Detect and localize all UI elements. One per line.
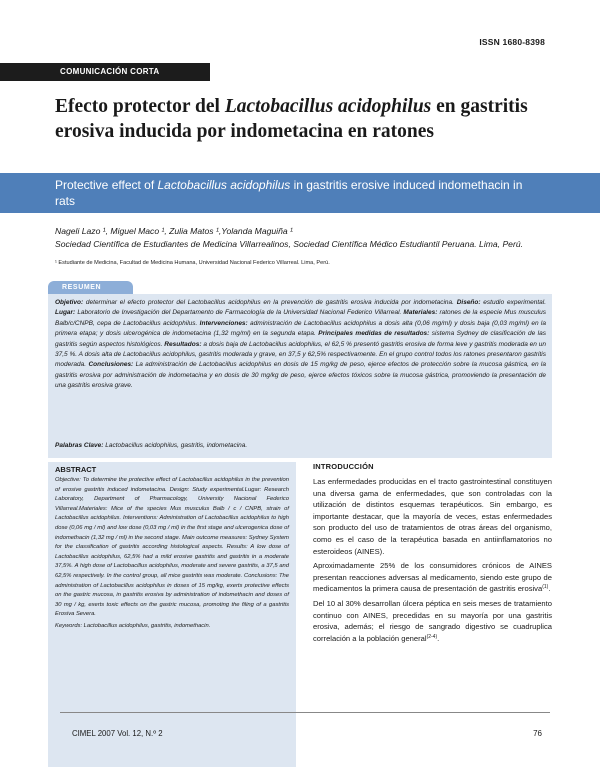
citation: (1)	[542, 584, 549, 591]
abstract-box	[48, 462, 296, 767]
abstract-body: Objective: To determine the protective effect of Lactobacillus acidophilus in the prevention of erosive gastritis induced indometacina. Design: Study experimental.Lugar: Research Laboratory, Department of Pharmacology, University Nacional Federico Villarreal.Materiales: Mice of the species Mus musculus Balb / c / CNPB, strain of Lactobacillus acidophilus. Interventions: Administration of Lactobacillus acidophilus to high dose (0,06 mg / ml) and low dose (0,03 mg / ml) in the first stage and ulcerogenica dose of indomethacin (1,32 mg / ml) in the second stage. Main outcome measures: Sydney System for the classification of gastritis according histological aspects. Results: A low dose of Lactobacillus acidophilus, 62,5% had a mild erosive gastritis and gastritis in a moderate 37,5%. A high dose of Lactobacillus acidophilus, moderate and severe gastritis, a 37,5 and 62,5% respectively. In the control group, all mice gastritis was moderate. Conclusions: The administration of Lactobacillus acidophilus in doses of 15 mg/kg, exerts protective effects on the gastric mucosa, in gastritis erosiva by administration of indomethacin and doses of 30 mg / kg, exerts toxic effects on the gastric mucosa, promoting the filing of a gastritis Erosiva Severa.	[55, 477, 289, 618]
resumen-text: Objetivo: determinar el efecto protector del Lactobacillus acidophilus en la prevención de gastritis erosiva inducida por indometacina. Diseño: estudio experimental. Lugar: Laboratorio de Investigación del Departamento de Farmacología de la Universidad Nacional Federico Villarreal. Materiales: ratones de la especie Mus musculus Balb/c/CNPB, cepa de Lactobacillus acidophilus. Intervenciones: administración de Lactobacillus acidophilus a dosis alta (0,06 mg/ml) y dosis baja (0,03 mg/ml) en la primera etapa; y dosis ulcerogénica de indometacina (1,32 mg/ml) en la segunda etapa. Principales medidas de resultados: sistema Sydney de clasificación de las gastritis según aspectos histológicos. Resultados: a dosis baja de Lactobacillus acidophilus, el 62,5 % presentó gastritis erosiva de forma leve y gastritis moderada en un 37,5 %. A dosis alta de Lactobacillus acidophilus, gastritis moderada y grave, en 37,5 y 62,5% respectivamente. En el grupo control todos los ratones presentaron gastritis moderada. Conclusiones: La administración de Lactobacillus acidophilus en dosis de 15 mg/kg de peso, ejerce efectos de protección sobre la mucosa gástrica, en la gastritis erosiva por administración de indometacina y en dosis de 30 mg/kg de peso, ejerce efectos tóxicos sobre la mucosa gástrica, promoviendo la presentación de una gastritis erosiva grave.	[55, 299, 546, 390]
issn: ISSN 1680-8398	[479, 37, 545, 47]
title-english-band	[0, 173, 600, 213]
affiliation: ¹ Estudiante de Medicina, Facultad de Medicina Humana, Universidad Nacional Federico Villarreal. Lima, Perú.	[55, 260, 330, 266]
intro-paragraph: Las enfermedades producidas en el tracto gastrointestinal constituyen una diversa gama de enfermedades, que son controladas con la utilización de distintos esquemas terapéuticos. Sin embargo, es importante destacar, que la mayoría de veces, estas enfermedades son producto del uso de tratamientos de otras áreas del organismo, como es el caso de la terapéutica basada en antiinflamatorios no esteroideos (AINES).	[313, 477, 552, 556]
citation: (2-4)	[426, 633, 438, 640]
journal-citation: CIMEL 2007 Vol. 12, N.º 2	[72, 729, 163, 738]
abstract-heading: ABSTRACT	[55, 465, 97, 474]
abstract-keywords: Keywords: Lactobacillus acidophilus, gastritis, indomethacin.	[55, 622, 211, 629]
authors	[55, 225, 555, 251]
title-english: Protective effect of Lactobacillus acidophilus in gastritis erosive induced indomethacin in rats	[55, 178, 523, 208]
intro-paragraph: Aproximadamente 25% de los consumidores crónicos de AINES presentan reacciones adversas al medicamento, siendo este grupo de medicamentos la primera causa de presentación de gastritis erosiva$^{(1)}$.	[313, 561, 552, 594]
page-number: 76	[533, 729, 542, 738]
introduction	[313, 462, 552, 647]
resumen-tab	[48, 281, 133, 295]
intro-paragraph: Del 10 al 30% desarrollan úlcera péptica en seis meses de tratamiento continuo con AINES, precedidas en su mayoría por una gastritis erosiva, además; el riesgo de sangrado digestivo se cuadruplica correlación a la población general$^{(2-4)}$.	[313, 598, 552, 643]
intro-heading: INTRODUCCIÓN	[313, 462, 374, 471]
section-bar	[0, 63, 210, 81]
author-names: Nageli Lazo ¹, Miguel Maco ¹, Zulia Matos ¹,Yolanda Maguiña ¹	[55, 226, 293, 236]
section-label: COMUNICACIÓN CORTA	[60, 67, 160, 76]
palabras-clave: Palabras Clave: Lactobacillus acidophilus, gastritis, indometacina.	[55, 442, 248, 449]
resumen-tab-label: RESUMEN	[62, 284, 102, 291]
title-spanish: Efecto protector del Lactobacillus acidophilus en gastritis erosiva inducida por indometacina en ratones	[55, 96, 528, 142]
author-societies: Sociedad Científica de Estudiantes de Medicina Villarrealinos, Sociedad Científica Médico Estudiantil Peruana. Lima, Perú.	[55, 239, 523, 249]
footer-divider	[60, 712, 550, 713]
resumen-box	[48, 294, 552, 458]
